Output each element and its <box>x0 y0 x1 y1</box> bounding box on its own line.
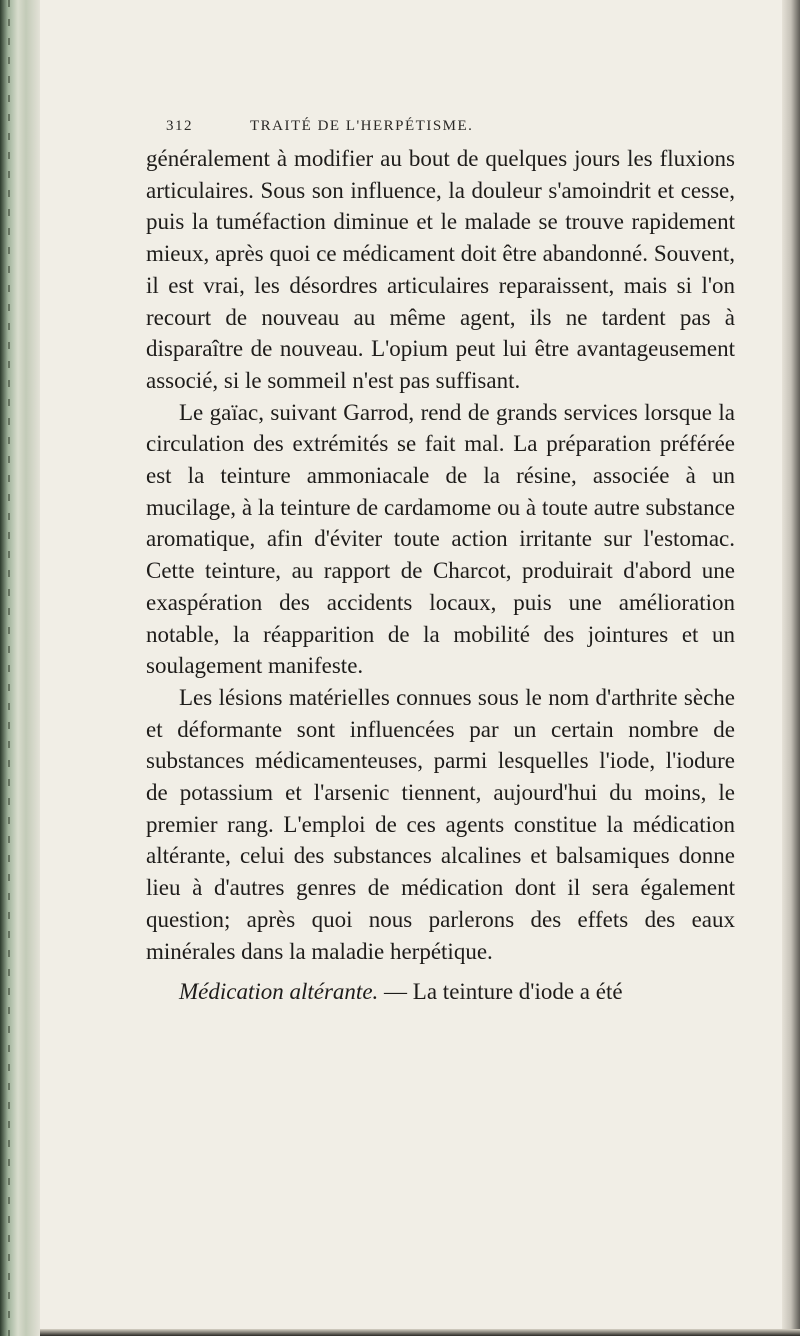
page-number: 312 <box>166 118 193 134</box>
body-text <box>146 143 735 1008</box>
paragraph-3: Les lésions matérielles connues sous le nom d'arthrite sèche et déformante sont influencées par un certain nombre de substances médicamenteuses, parmi lesquelles l'iode, l'iodure de potassium et l'arsenic tiennent, aujourd'hui du moins, le premier rang. L'emploi de ces agents constitue la médication altérante, celui des substances alcalines et balsamiques donne lieu à d'autres genres de médication dont il sera également question; après quoi nous parlerons des effets des eaux minérales dans la maladie herpétique. <box>146 684 735 964</box>
paragraph-4-text: — La teinture d'iode a été <box>378 979 623 1005</box>
paragraph-4 <box>146 976 735 1008</box>
page-right-edge <box>782 0 800 1336</box>
running-header <box>166 118 726 135</box>
paragraph-2: Le gaïac, suivant Garrod, rend de grands services lorsque la circulation des extrémités se fait mal. La préparation préférée est la teinture ammoniacale de la résine, associée à un mucilage, à la teinture de cardamome ou à toute autre substance aromatique, afin d'éviter toute action irritante sur l'estomac. Cette teinture, au rapport de Charcot, produirait d'abord une exaspération des accidents locaux, puis une amélioration notable, la réapparition de la mobilité des jointures et un soulagement manifeste. <box>146 399 735 679</box>
book-binding-edge <box>0 0 40 1336</box>
running-title: TRAITÉ DE L'HERPÉTISME. <box>250 118 474 134</box>
section-lead-italic: Médication altérante. <box>179 979 379 1005</box>
page-bottom-edge <box>40 1329 800 1336</box>
paragraph-1: généralement à modifier au bout de quelques jours les fluxions articulaires. Sous son influence, la douleur s'amoindrit et cesse, puis la tuméfaction diminue et le malade se trouve rapidement mieux, après quoi ce médicament doit être abandonné. Souvent, il est vrai, les désordres articulaires reparaissent, mais si l'on recourt de nouveau au même agent, ils ne tardent pas à disparaître de nouveau. L'opium peut lui être avantageusement associé, si le sommeil n'est pas suffisant. <box>146 146 735 393</box>
